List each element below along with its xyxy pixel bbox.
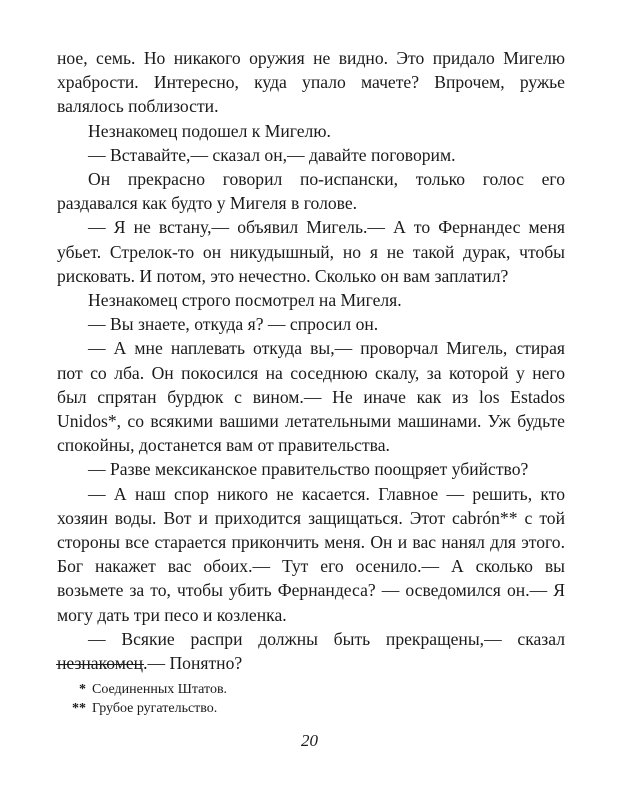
paragraph: — Вы знаете, откуда я? — спросил он.	[88, 314, 379, 335]
body-text	[57, 46, 565, 675]
footnote-marker: **	[72, 701, 86, 716]
footnote	[56, 680, 564, 699]
footnote-divider	[56, 664, 144, 665]
paragraph: — Вставайте,— сказал он,— давайте поговорим.	[88, 144, 456, 165]
footnote	[56, 699, 564, 718]
paragraph: — Разве мексиканское правительство поощряет убийство?	[88, 459, 529, 480]
paragraph: Незнакомец строго посмотрел на Мигеля.	[88, 290, 402, 311]
paragraph: — А наш спор никого не касается. Главное — решить, кто хозяин воды. Вот и приходится защищаться. Этот cabrón** с той стороны все старается прикончить меня. Он и вас нанял для этого. Бог накажет вас обоих.— Тут его осенило.— А сколько вы возьмете за то, чтобы убить Фернандеса? — осведомился он.— Я могу дать три песо и козленка.	[57, 483, 565, 625]
paragraph: Незнакомец подошел к Мигелю.	[88, 120, 331, 141]
footnote-text: Соединенных Штатов.	[92, 682, 228, 697]
footnotes	[56, 680, 564, 718]
paragraph: — А мне наплевать откуда вы,— проворчал Мигель, стирая пот со лба. Он покосился на соседнюю скалу, за которой у него был спрятан бурдюк с вином.— Не иначе как из los Estados Unidos*, со всякими вашими летательными машинами. Уж будьте спокойны, достанется вам от правительства.	[57, 338, 565, 456]
paragraph: — Я не встану,— объявил Мигель.— А то Фернандес меня убьет. Стрелок-то он никудышный, но я не такой дурак, чтобы рисковать. И потом, это нечестно. Сколько он вам заплатил?	[57, 217, 565, 286]
paragraph: ное, семь. Но никакого оружия не видно. Это придало Мигелю храбрости. Интересно, куда упало мачете? Впрочем, ружье валялось поблизости.	[57, 48, 565, 117]
paragraph: Он прекрасно говорил по-испански, только голос его раздавался как будто у Мигеля в голове.	[57, 169, 565, 214]
page-number: 20	[301, 731, 318, 750]
footnote-marker: *	[79, 682, 86, 697]
footnote-text: Грубое ругательство.	[92, 701, 218, 716]
paragraph: — Всякие распри должны быть прекращены,— сказал незнакомец.— Понятно?	[57, 628, 565, 674]
